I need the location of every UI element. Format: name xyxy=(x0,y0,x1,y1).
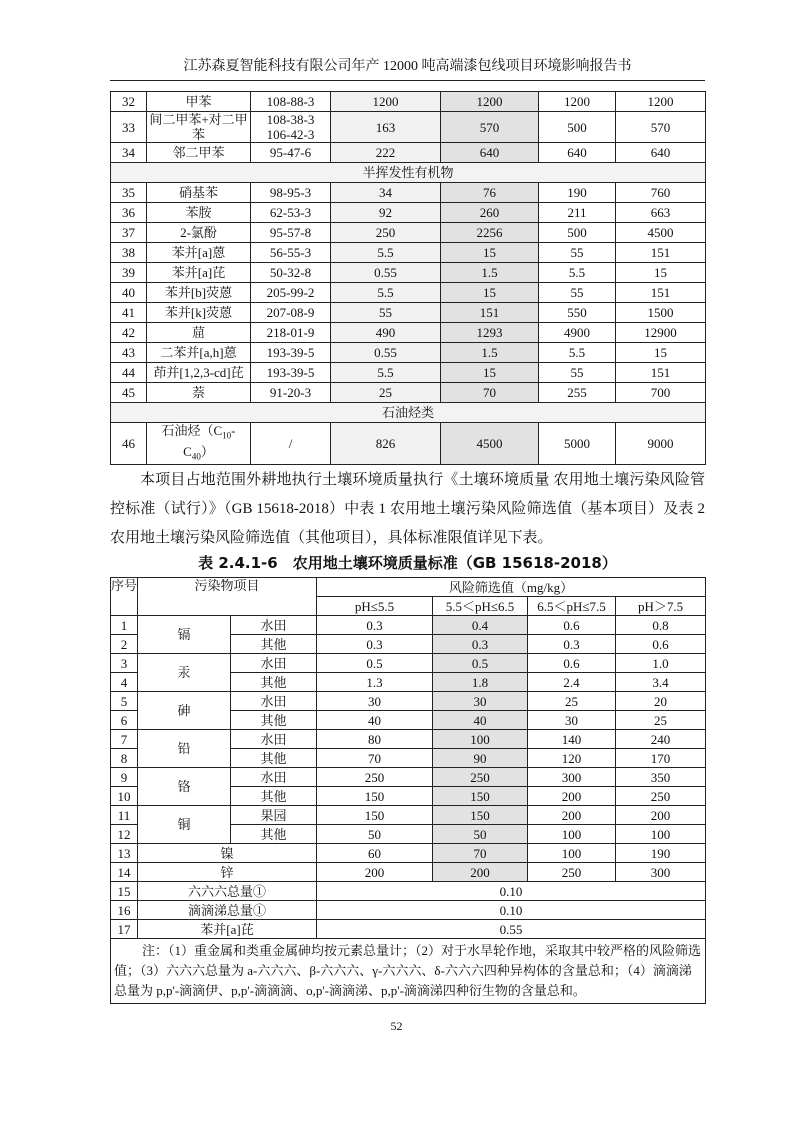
cell-value: 80 xyxy=(317,730,433,749)
cell-value: 12900 xyxy=(616,323,706,343)
cell-value: 1.5 xyxy=(441,343,539,363)
cell-value: 40 xyxy=(317,711,433,730)
cell-value: 200 xyxy=(616,806,706,825)
cell-value: 1200 xyxy=(539,92,616,112)
cell-value: 190 xyxy=(539,183,616,203)
cell-value: 15 xyxy=(441,283,539,303)
section-row: 半挥发性有机物 xyxy=(111,163,706,183)
table-row xyxy=(111,844,706,863)
cell-no: 7 xyxy=(111,730,138,749)
cell-pollutant: 铬 xyxy=(138,768,231,806)
cell-value: 5.5 xyxy=(539,343,616,363)
cell-no: 35 xyxy=(111,183,147,203)
cell-pollutant: 滴滴涕总量① xyxy=(138,901,317,920)
cell-name: 硝基苯 xyxy=(147,183,251,203)
cell-cas: / xyxy=(251,423,331,465)
cell-value: 140 xyxy=(528,730,616,749)
cell-no: 40 xyxy=(111,283,147,303)
cell-cas: 193-39-5 xyxy=(251,363,331,383)
cell-value: 1500 xyxy=(616,303,706,323)
cell-value: 240 xyxy=(616,730,706,749)
cell-value: 640 xyxy=(616,143,706,163)
cell-value: 1200 xyxy=(616,92,706,112)
cell-value: 663 xyxy=(616,203,706,223)
cell-value: 15 xyxy=(441,243,539,263)
cell-value: 30 xyxy=(528,711,616,730)
table-caption: 表 2.4.1-6 农用地土壤环境质量标准（GB 15618-2018） xyxy=(198,554,617,573)
cell-no: 34 xyxy=(111,143,147,163)
header-ph: pH≤5.5 xyxy=(317,597,433,616)
cell-value: 30 xyxy=(317,692,433,711)
cell-cas: 108-38-3 106-42-3 xyxy=(251,112,331,143)
cell-no: 37 xyxy=(111,223,147,243)
cell-cas: 50-32-8 xyxy=(251,263,331,283)
cell-name: 二苯并[a,h]蒽 xyxy=(147,343,251,363)
cell-value: 1.3 xyxy=(317,673,433,692)
cell-value: 150 xyxy=(433,787,528,806)
cell-value: 100 xyxy=(528,844,616,863)
table-row xyxy=(111,343,706,363)
cell-value: 250 xyxy=(331,223,441,243)
cell-value: 200 xyxy=(528,806,616,825)
cell-no: 42 xyxy=(111,323,147,343)
cell-value: 0.3 xyxy=(317,635,433,654)
cell-value: 2.4 xyxy=(528,673,616,692)
cell-value: 34 xyxy=(331,183,441,203)
cell-cas: 62-53-3 xyxy=(251,203,331,223)
table-row xyxy=(111,616,706,635)
cell-value: 700 xyxy=(616,383,706,403)
cell-pollutant: 镍 xyxy=(138,844,317,863)
cell-value: 760 xyxy=(616,183,706,203)
cell-value: 350 xyxy=(616,768,706,787)
cell-cas: 207-08-9 xyxy=(251,303,331,323)
cell-value: 5.5 xyxy=(539,263,616,283)
section-row: 石油烃类 xyxy=(111,403,706,423)
cell-value: 3.4 xyxy=(616,673,706,692)
cell-value: 0.5 xyxy=(317,654,433,673)
cell-cas: 95-57-8 xyxy=(251,223,331,243)
table-row xyxy=(111,303,706,323)
header-ph: pH＞7.5 xyxy=(616,597,706,616)
cell-value: 200 xyxy=(433,863,528,882)
cell-land-use: 水田 xyxy=(231,692,317,711)
header-risk: 风险筛选值（mg/kg） xyxy=(317,578,706,597)
cell-value: 300 xyxy=(616,863,706,882)
cell-value: 40 xyxy=(433,711,528,730)
cell-value: 826 xyxy=(331,423,441,465)
cell-value: 0.5 xyxy=(433,654,528,673)
cell-value: 222 xyxy=(331,143,441,163)
cell-cas: 205-99-2 xyxy=(251,283,331,303)
cell-value: 76 xyxy=(441,183,539,203)
cell-value: 120 xyxy=(528,749,616,768)
cell-value: 4500 xyxy=(441,423,539,465)
cell-land-use: 水田 xyxy=(231,730,317,749)
cell-value: 1.8 xyxy=(433,673,528,692)
cell-value: 151 xyxy=(616,243,706,263)
cell-value: 0.10 xyxy=(317,901,706,920)
running-header: 江苏森夏智能科技有限公司年产 12000 吨高端漆包线项目环境影响报告书 xyxy=(110,58,705,81)
cell-value: 0.10 xyxy=(317,882,706,901)
cell-value: 0.4 xyxy=(433,616,528,635)
cell-name: 苯并[b]荧蒽 xyxy=(147,283,251,303)
table-row xyxy=(111,112,706,143)
cell-value: 151 xyxy=(616,283,706,303)
cell-value: 1200 xyxy=(441,92,539,112)
cell-name: 萘 xyxy=(147,383,251,403)
cell-value: 0.6 xyxy=(528,654,616,673)
cell-value: 5000 xyxy=(539,423,616,465)
cell-value: 0.55 xyxy=(331,263,441,283)
header-no: 序号 xyxy=(111,578,138,616)
cell-pollutant: 砷 xyxy=(138,692,231,730)
cell-value: 15 xyxy=(441,363,539,383)
table-row xyxy=(111,243,706,263)
cell-no: 32 xyxy=(111,92,147,112)
cell-value: 100 xyxy=(433,730,528,749)
cell-value: 5.5 xyxy=(331,243,441,263)
cell-no: 33 xyxy=(111,112,147,143)
cell-name: 苯并[a]蒽 xyxy=(147,243,251,263)
cell-value: 500 xyxy=(539,112,616,143)
cell-value: 250 xyxy=(528,863,616,882)
cell-value: 90 xyxy=(433,749,528,768)
cell-value: 55 xyxy=(331,303,441,323)
cell-cas: 56-55-3 xyxy=(251,243,331,263)
farmland-soil-standard-table xyxy=(110,577,706,1004)
cell-value: 163 xyxy=(331,112,441,143)
table-row xyxy=(111,863,706,882)
cell-name: 苯胺 xyxy=(147,203,251,223)
cell-land-use: 其他 xyxy=(231,673,317,692)
cell-value: 250 xyxy=(616,787,706,806)
cell-value: 4500 xyxy=(616,223,706,243)
cell-no: 14 xyxy=(111,863,138,882)
table-row xyxy=(111,901,706,920)
cell-cas: 98-95-3 xyxy=(251,183,331,203)
cell-pollutant: 汞 xyxy=(138,654,231,692)
cell-no: 4 xyxy=(111,673,138,692)
cell-land-use: 水田 xyxy=(231,616,317,635)
cell-name: 2-氯酚 xyxy=(147,223,251,243)
cell-name: 甲苯 xyxy=(147,92,251,112)
cell-value: 30 xyxy=(433,692,528,711)
cell-value: 70 xyxy=(433,844,528,863)
table-note: 注：（1）重金属和类重金属砷均按元素总量计；（2）对于水旱轮作地，采取其中较严格的风险筛选值；（3）六六六总量为 a-六六六、β-六六六、γ-六六六、δ-六六六四种异构体的含量总和；（4）滴滴涕总量为 p,p'-滴滴伊、p,p'-滴滴滴、o,p'-滴滴涕、p,p'-滴滴涕四种衍生物的含量总和。 xyxy=(111,939,706,1004)
table-row xyxy=(111,882,706,901)
cell-no: 45 xyxy=(111,383,147,403)
cell-value: 1293 xyxy=(441,323,539,343)
cell-name: 邻二甲苯 xyxy=(147,143,251,163)
cell-value: 255 xyxy=(539,383,616,403)
cell-name: 苯并[k]荧蒽 xyxy=(147,303,251,323)
page-number: 52 xyxy=(390,1019,403,1034)
table-row xyxy=(111,768,706,787)
cell-no: 38 xyxy=(111,243,147,263)
cell-value: 500 xyxy=(539,223,616,243)
cell-value: 0.3 xyxy=(433,635,528,654)
cell-value: 200 xyxy=(317,863,433,882)
cell-land-use: 其他 xyxy=(231,787,317,806)
cell-pollutant: 镉 xyxy=(138,616,231,654)
table-row xyxy=(111,143,706,163)
table-row xyxy=(111,263,706,283)
cell-value: 5.5 xyxy=(331,363,441,383)
table-row xyxy=(111,383,706,403)
cell-no: 6 xyxy=(111,711,138,730)
cell-no: 5 xyxy=(111,692,138,711)
cell-value: 170 xyxy=(616,749,706,768)
cell-value: 50 xyxy=(433,825,528,844)
cell-value: 0.6 xyxy=(616,635,706,654)
cell-pollutant: 锌 xyxy=(138,863,317,882)
cell-value: 100 xyxy=(616,825,706,844)
cell-value: 20 xyxy=(616,692,706,711)
cell-name: 苯并[a]芘 xyxy=(147,263,251,283)
table-row xyxy=(111,654,706,673)
cell-name: 石油烃$(C_{10}-C_{40})$ xyxy=(147,423,251,465)
cell-no: 1 xyxy=(111,616,138,635)
cell-no: 17 xyxy=(111,920,138,939)
cell-value: 1200 xyxy=(331,92,441,112)
table-row xyxy=(111,223,706,243)
cell-value: 300 xyxy=(528,768,616,787)
cell-land-use: 其他 xyxy=(231,749,317,768)
cell-value: 100 xyxy=(528,825,616,844)
cell-value: 570 xyxy=(616,112,706,143)
cell-value: 250 xyxy=(433,768,528,787)
cell-value: 50 xyxy=(317,825,433,844)
cell-value: 60 xyxy=(317,844,433,863)
table-row xyxy=(111,806,706,825)
cell-value: 25 xyxy=(528,692,616,711)
cell-no: 8 xyxy=(111,749,138,768)
cell-value: 0.3 xyxy=(528,635,616,654)
cell-no: 39 xyxy=(111,263,147,283)
cell-value: 260 xyxy=(441,203,539,223)
cell-value: 1.0 xyxy=(616,654,706,673)
cell-value: 92 xyxy=(331,203,441,223)
table-row xyxy=(111,692,706,711)
cell-no: 11 xyxy=(111,806,138,825)
cell-no: 12 xyxy=(111,825,138,844)
cell-name: 间二甲苯+对二甲苯 xyxy=(147,112,251,143)
body-paragraph: 本项目占地范围外耕地执行土壤环境质量执行《土壤环境质量 农用地土壤污染风险管控标准（试行）》（GB 15618-2018）中表 1 农用地土壤污染风险筛选值（基本项目）及表 2 农用地土壤污染风险筛选值（其他项目），具体标准限值详见下表。 xyxy=(110,472,705,547)
cell-value: 250 xyxy=(317,768,433,787)
cell-value: 550 xyxy=(539,303,616,323)
cell-pollutant: 六六六总量① xyxy=(138,882,317,901)
table-row xyxy=(111,730,706,749)
cell-no: 3 xyxy=(111,654,138,673)
cell-value: 25 xyxy=(331,383,441,403)
cell-value: 211 xyxy=(539,203,616,223)
cell-value: 150 xyxy=(317,806,433,825)
cell-value: 200 xyxy=(528,787,616,806)
cell-value: 70 xyxy=(441,383,539,403)
header-item: 污染物项目 xyxy=(138,578,317,616)
cell-value: 0.6 xyxy=(528,616,616,635)
cell-value: 0.8 xyxy=(616,616,706,635)
cell-land-use: 果园 xyxy=(231,806,317,825)
cell-value: 151 xyxy=(616,363,706,383)
cell-value: 640 xyxy=(539,143,616,163)
table-row xyxy=(111,183,706,203)
cell-no: 13 xyxy=(111,844,138,863)
cell-value: 55 xyxy=(539,363,616,383)
table-row xyxy=(111,283,706,303)
header-ph: 6.5＜pH≤7.5 xyxy=(528,597,616,616)
cell-name: 茚并[1,2,3-cd]芘 xyxy=(147,363,251,383)
cell-value: 55 xyxy=(539,283,616,303)
cell-value: 70 xyxy=(317,749,433,768)
cell-value: 150 xyxy=(317,787,433,806)
cell-value: 150 xyxy=(433,806,528,825)
cell-value: 0.3 xyxy=(317,616,433,635)
cell-no: 44 xyxy=(111,363,147,383)
cell-name: 䓛 xyxy=(147,323,251,343)
cell-no: 16 xyxy=(111,901,138,920)
cell-value: 15 xyxy=(616,343,706,363)
cell-value: 9000 xyxy=(616,423,706,465)
cell-no: 9 xyxy=(111,768,138,787)
cell-value: 25 xyxy=(616,711,706,730)
cell-land-use: 水田 xyxy=(231,654,317,673)
cell-no: 43 xyxy=(111,343,147,363)
table-row xyxy=(111,363,706,383)
cell-value: 190 xyxy=(616,844,706,863)
table-row xyxy=(111,323,706,343)
table-row xyxy=(111,203,706,223)
cell-value: 0.55 xyxy=(317,920,706,939)
pollutant-table-continued xyxy=(110,91,706,465)
cell-value: 640 xyxy=(441,143,539,163)
cell-pollutant: 铜 xyxy=(138,806,231,844)
cell-cas: 193-39-5 xyxy=(251,343,331,363)
cell-land-use: 其他 xyxy=(231,635,317,654)
cell-pollutant: 苯并[a]芘 xyxy=(138,920,317,939)
cell-value: 570 xyxy=(441,112,539,143)
cell-land-use: 其他 xyxy=(231,711,317,730)
cell-cas: 218-01-9 xyxy=(251,323,331,343)
cell-value: 490 xyxy=(331,323,441,343)
header-ph: 5.5＜pH≤6.5 xyxy=(433,597,528,616)
cell-value: 0.55 xyxy=(331,343,441,363)
cell-no: 10 xyxy=(111,787,138,806)
cell-value: 55 xyxy=(539,243,616,263)
cell-land-use: 其他 xyxy=(231,825,317,844)
cell-value: 1.5 xyxy=(441,263,539,283)
table-row xyxy=(111,423,706,465)
cell-cas: 108-88-3 xyxy=(251,92,331,112)
cell-no: 41 xyxy=(111,303,147,323)
cell-pollutant: 铅 xyxy=(138,730,231,768)
cell-no: 15 xyxy=(111,882,138,901)
cell-no: 36 xyxy=(111,203,147,223)
cell-no: 2 xyxy=(111,635,138,654)
table-row xyxy=(111,92,706,112)
cell-value: 15 xyxy=(616,263,706,283)
cell-value: 2256 xyxy=(441,223,539,243)
cell-value: 151 xyxy=(441,303,539,323)
table-row xyxy=(111,920,706,939)
cell-cas: 91-20-3 xyxy=(251,383,331,403)
cell-no: 46 xyxy=(111,423,147,465)
cell-value: 4900 xyxy=(539,323,616,343)
cell-value: 5.5 xyxy=(331,283,441,303)
cell-cas: 95-47-6 xyxy=(251,143,331,163)
cell-land-use: 水田 xyxy=(231,768,317,787)
